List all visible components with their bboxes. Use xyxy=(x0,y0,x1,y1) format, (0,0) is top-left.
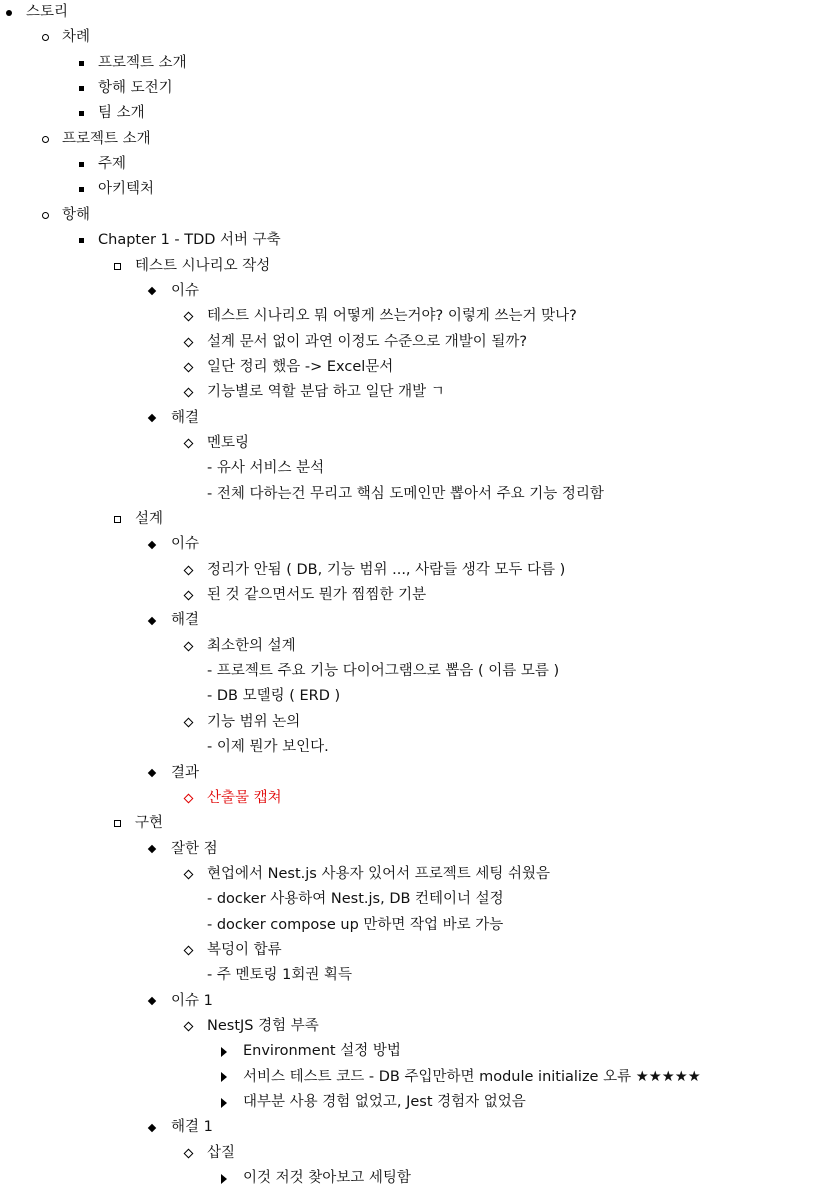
outline-item-text: 이것 저것 찾아보고 세팅함 xyxy=(243,1170,411,1187)
outline-item-text: 이슈 1 xyxy=(171,992,213,1009)
outline-item-text: 해결 xyxy=(171,409,200,426)
square-bullet-icon xyxy=(74,177,88,202)
circle-bullet-icon xyxy=(38,203,52,228)
arrow-bullet-icon xyxy=(217,1039,231,1064)
diamond-bullet-icon xyxy=(145,1115,159,1140)
outline-item-text: - docker compose up 만하면 작업 바로 가능 xyxy=(207,916,504,933)
diamond-bullet-icon xyxy=(145,761,159,786)
diamond-bullet-icon xyxy=(145,406,159,431)
outline-item-text: 현업에서 Nest.js 사용자 있어서 프로젝트 세팅 쉬웠음 xyxy=(207,865,550,882)
outline-item-text: 기능 범위 논의 xyxy=(207,713,301,730)
outline-item-text: 해결 xyxy=(171,612,200,629)
outline-item-text: 주제 xyxy=(98,156,127,173)
outline-item-text: 일단 정리 했음 -> Excel문서 xyxy=(207,358,394,375)
outline-item-text: 차례 xyxy=(62,29,91,46)
diamond-bullet-icon xyxy=(145,532,159,557)
outline-diamond-bullet-icon xyxy=(181,583,195,608)
outline-item-text: - 유사 서비스 분석 xyxy=(207,460,325,477)
outline-diamond-bullet-icon xyxy=(181,558,195,583)
outline-item-text: 테스트 시나리오 작성 xyxy=(135,257,271,274)
outline-item-text: 스토리 xyxy=(26,4,69,20)
outline-item-text: 결과 xyxy=(171,764,200,781)
arrow-bullet-icon xyxy=(217,1166,231,1191)
outline-item-text: - 주 멘토링 1회권 획득 xyxy=(207,967,352,984)
outline-item-text: 설계 xyxy=(135,511,164,527)
outline-diamond-bullet-icon xyxy=(181,304,195,329)
square-bullet-icon xyxy=(74,76,88,101)
outline-item-text: 항해 도전기 xyxy=(98,80,173,97)
square-bullet-icon xyxy=(74,228,88,253)
outline-item-text: 된 것 같으면서도 뭔가 찜찜한 기분 xyxy=(207,587,427,604)
arrow-bullet-icon xyxy=(217,1090,231,1115)
outline-square-bullet-icon xyxy=(110,254,124,279)
diamond-bullet-icon xyxy=(145,279,159,304)
outline-item-text: - docker 사용하여 Nest.js, DB 컨테이너 설정 xyxy=(207,891,504,908)
outline-item-text: 기능별로 역할 분담 하고 일단 개발 ㄱ xyxy=(207,384,445,401)
outline-item-text: 산출물 캡쳐 xyxy=(207,789,282,806)
outline-item-text: 설계 문서 없이 과연 이정도 수준으로 개발이 될까? xyxy=(207,333,528,350)
circle-bullet-icon xyxy=(38,25,52,50)
outline-item-text: 이슈 xyxy=(171,536,200,553)
outline-diamond-bullet-icon xyxy=(181,330,195,355)
outline-item-text: - DB 모델링 ( ERD ) xyxy=(207,688,341,705)
arrow-bullet-icon xyxy=(217,1065,231,1090)
diamond-bullet-icon xyxy=(145,608,159,633)
outline-item-text: 이슈 xyxy=(171,282,200,299)
diamond-bullet-icon xyxy=(145,989,159,1014)
outline-item-text: - 전체 다하는건 무리고 핵심 도메인만 뽑아서 주요 기능 정리함 xyxy=(207,485,604,502)
outline-item-text: 최소한의 설계 xyxy=(207,637,296,654)
outline-item-text: 아키텍처 xyxy=(98,181,155,198)
outline-diamond-bullet-icon xyxy=(181,786,195,811)
outline-item-text: 정리가 안됨 ( DB, 기능 범위 ..., 사람들 생각 모두 다름 ) xyxy=(207,561,566,578)
outline-diamond-bullet-icon xyxy=(181,355,195,380)
outline-diamond-bullet-icon xyxy=(181,1014,195,1039)
outline-item-text: 프로젝트 소개 xyxy=(62,130,151,147)
outline-diamond-bullet-icon xyxy=(181,938,195,963)
outline-item-text: 항해 xyxy=(62,206,91,223)
outline-item-text: 서비스 테스트 코드 - DB 주입만하면 module initialize 오류 ★★★★★ xyxy=(243,1068,701,1085)
outline-diamond-bullet-icon xyxy=(181,431,195,456)
outline-diamond-bullet-icon xyxy=(181,710,195,735)
outline-item-text: 테스트 시나리오 뭐 어떻게 쓰는거야? 이렇게 쓰는거 맞나? xyxy=(207,308,577,325)
square-bullet-icon xyxy=(74,101,88,126)
outline-item-text: 복덩이 합류 xyxy=(207,941,282,958)
outline-item-text: - 프로젝트 주요 기능 다이어그램으로 뽑음 ( 이름 모름 ) xyxy=(207,663,560,680)
outline-item-text: Environment 설정 방법 xyxy=(243,1043,401,1060)
outline-item-text: - 이제 뭔가 보인다. xyxy=(207,739,329,756)
outline-item-text: 해결 1 xyxy=(171,1119,213,1136)
outline-item-text: NestJS 경험 부족 xyxy=(207,1018,319,1034)
square-bullet-icon xyxy=(74,152,88,177)
circle-bullet-icon xyxy=(38,127,52,152)
outline-item-text: 멘토링 xyxy=(207,434,250,451)
outline-item-text: Chapter 1 - TDD 서버 구축 xyxy=(98,232,281,249)
outline-item-text: 팀 소개 xyxy=(98,105,145,122)
outline-item-text: 구현 xyxy=(135,815,164,832)
outline-square-bullet-icon xyxy=(110,811,124,836)
outline-diamond-bullet-icon xyxy=(181,634,195,659)
outline-item-text: 대부분 사용 경험 없었고, Jest 경험자 없었음 xyxy=(243,1094,526,1111)
outline-diamond-bullet-icon xyxy=(181,1141,195,1166)
outline-square-bullet-icon xyxy=(110,507,124,532)
disc-bullet-icon xyxy=(2,0,16,25)
outline-diamond-bullet-icon xyxy=(181,862,195,887)
outline-item-text: 잘한 점 xyxy=(171,840,218,857)
outline-item-text: 삽질 xyxy=(207,1144,236,1161)
outline-diamond-bullet-icon xyxy=(181,380,195,405)
diamond-bullet-icon xyxy=(145,837,159,862)
outline-item-text: 프로젝트 소개 xyxy=(98,54,187,71)
square-bullet-icon xyxy=(74,51,88,76)
